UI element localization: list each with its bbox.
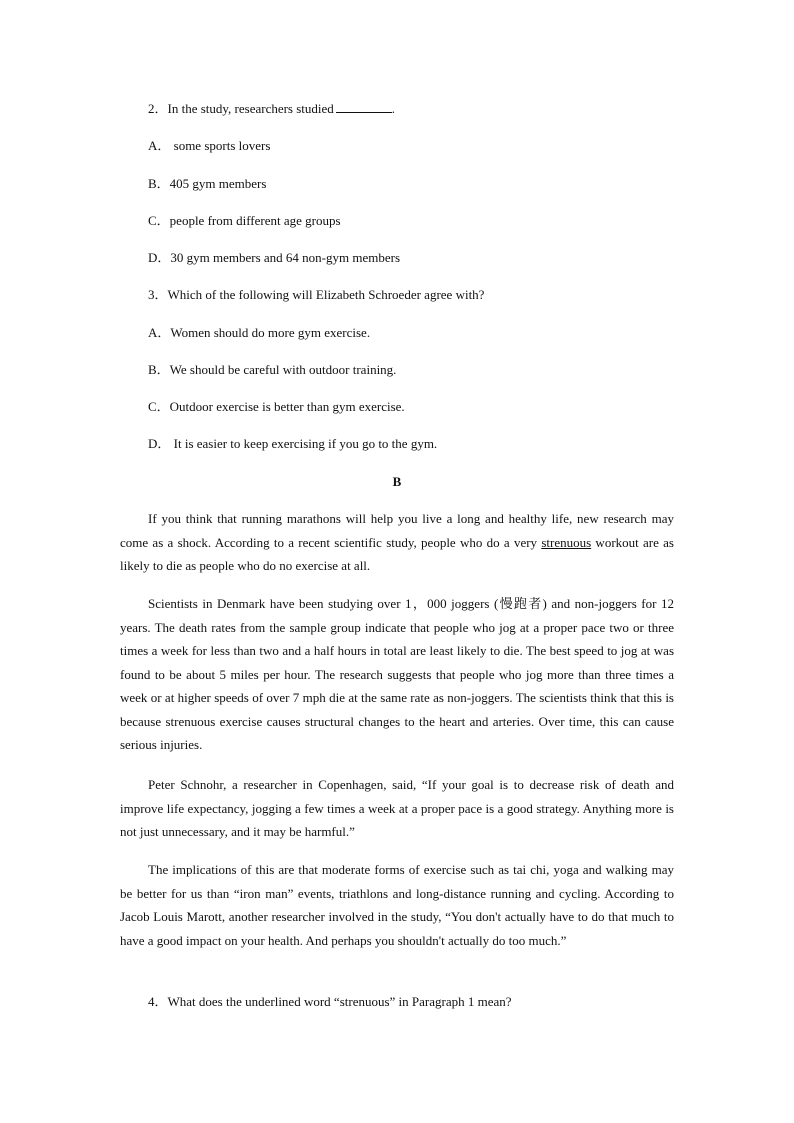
paragraph-1-part-1: If you think that running marathons will help you live a long and healthy life, new research may come as a shock. According to a recent scientific study, people who do a very — [120, 511, 674, 550]
section-title: B — [392, 474, 402, 489]
question-3-stem: 3．Which of the following will Elizabeth Schroeder agree with? — [148, 287, 485, 302]
paragraph-2: Scientists in Denmark have been studying over 1，000 joggers (慢跑者) and non-joggers for 12 years. The death rates from the sample group indicate that people who jog at a proper pace two or three times a week for less than two and a half hours in total are least likely to die. The best speed to jog at was found to be about 5 miles per hour. The research suggests that people who jog more than three times a week or at higher speeds of over 7 mph die at the same rate as non-joggers. The scientists think that this is because strenuous exercise causes structural changes to the heart and arteries. Over time, this can cause serious injuries. — [120, 596, 674, 752]
paragraph-4: The implications of this are that moderate forms of exercise such as tai chi, yoga and walking may be better for us than “iron man” events, triathlons and long-distance running and cycling. According to Jacob Louis Marott, another researcher involved in the study, “You don't actually have to do that much to have a good impact on your health. And perhaps you shouldn't actually do too much.” — [120, 862, 674, 948]
underlined-word: strenuous — [541, 534, 592, 550]
question-3-option-a: A．Women should do more gym exercise. — [148, 325, 371, 340]
paragraph-1 — [120, 507, 674, 578]
question-2-stem-end: . — [391, 101, 396, 116]
answer-blank — [336, 101, 392, 113]
question-3-option-c: C．Outdoor exercise is better than gym exercise. — [148, 399, 405, 414]
question-3-option-b: B．We should be careful with outdoor training. — [148, 362, 397, 377]
question-4-stem: 4．What does the underlined word “strenuous” in Paragraph 1 mean? — [148, 994, 512, 1009]
question-3-option-d: D． It is easier to keep exercising if you go to the gym. — [148, 436, 438, 451]
question-2-option-b: B．405 gym members — [148, 176, 267, 191]
paragraph-1-part-2: workout are as likely to die as people who do no exercise at all. — [120, 534, 674, 573]
question-2-stem-text: 2．In the study, researchers studied — [148, 101, 334, 116]
question-2-option-d: D．30 gym members and 64 non-gym members — [148, 250, 401, 265]
question-2-stem — [148, 101, 395, 117]
question-2-option-c: C．people from different age groups — [148, 213, 341, 228]
paragraph-3: Peter Schnohr, a researcher in Copenhagen, said, “If your goal is to decrease risk of death and improve life expectancy, jogging a few times a week at a proper pace is a good strategy. Anything more is not just unnecessary, and it may be harmful.” — [120, 777, 674, 839]
question-2-option-a: A． some sports lovers — [148, 138, 271, 153]
